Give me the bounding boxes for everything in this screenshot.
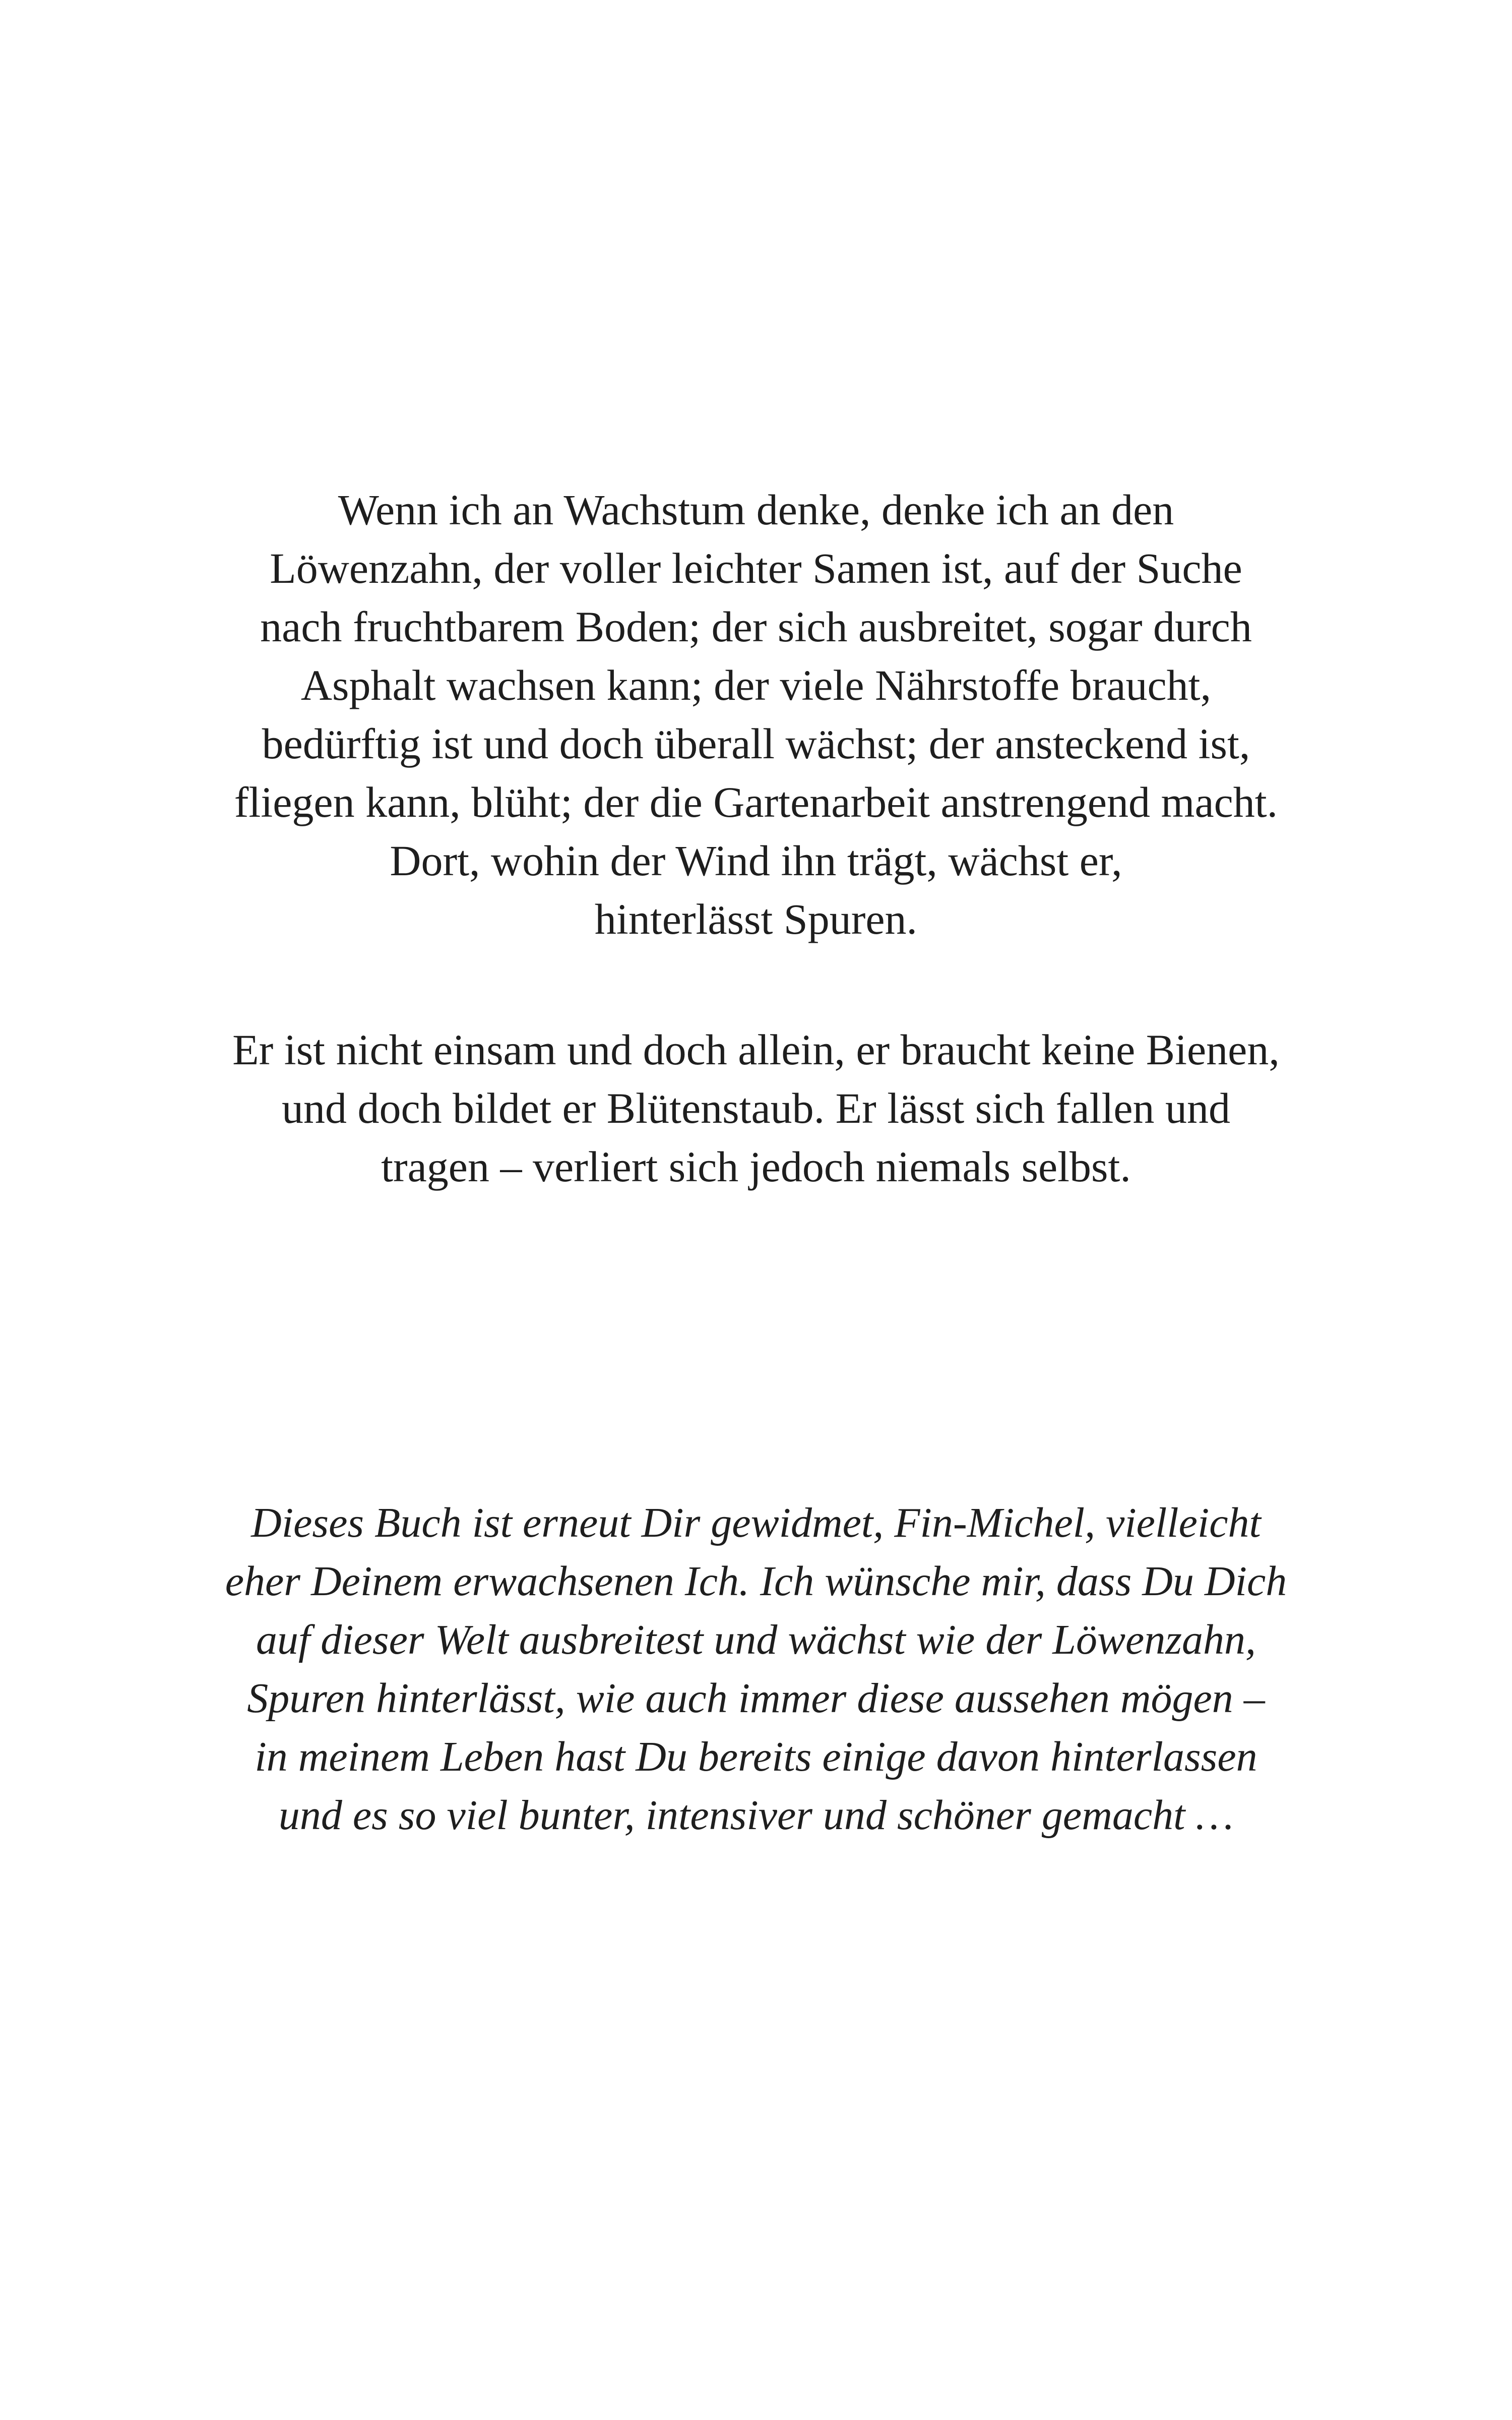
poem-stanza-2 bbox=[212, 1020, 1300, 1196]
poem-line: Wenn ich an Wachstum denke, denke ich an den bbox=[338, 486, 1174, 534]
dedication-line: Dieses Buch ist erneut Dir gewidmet, Fin-Michel, vielleicht bbox=[251, 1499, 1261, 1546]
poem-line: fliegen kann, blüht; der die Gartenarbeit anstrengend macht. bbox=[234, 778, 1278, 826]
poem-line: bedürftig ist und doch überall wächst; der ansteckend ist, bbox=[262, 719, 1250, 768]
poem-line: Löwenzahn, der voller leichter Samen ist, auf der Suche bbox=[270, 544, 1242, 592]
poem-line: tragen – verliert sich jedoch niemals selbst. bbox=[381, 1142, 1131, 1191]
poem-line: Dort, wohin der Wind ihn trägt, wächst er, bbox=[390, 836, 1122, 885]
dedication-line: und es so viel bunter, intensiver und schöner gemacht … bbox=[278, 1792, 1234, 1839]
dedication-line: auf dieser Welt ausbreitest und wächst wie der Löwenzahn, bbox=[256, 1616, 1256, 1663]
dedication bbox=[212, 1494, 1300, 1845]
poem-line: und doch bildet er Blütenstaub. Er lässt sich fallen und bbox=[281, 1084, 1231, 1132]
dedication-line: eher Deinem erwachsenen Ich. Ich wünsche mir, dass Du Dich bbox=[225, 1558, 1287, 1605]
poem-line: Asphalt wachsen kann; der viele Nährstoffe braucht, bbox=[300, 661, 1212, 709]
poem-line: nach fruchtbarem Boden; der sich ausbreitet, sogar durch bbox=[260, 602, 1252, 651]
dedication-line: in meinem Leben hast Du bereits einige davon hinterlassen bbox=[255, 1733, 1257, 1780]
dedication-line: Spuren hinterlässt, wie auch immer diese aussehen mögen – bbox=[247, 1675, 1265, 1722]
poem-stanza-1 bbox=[212, 480, 1300, 948]
poem-line: hinterlässt Spuren. bbox=[594, 895, 918, 943]
poem-line: Er ist nicht einsam und doch allein, er braucht keine Bienen, bbox=[232, 1025, 1280, 1074]
